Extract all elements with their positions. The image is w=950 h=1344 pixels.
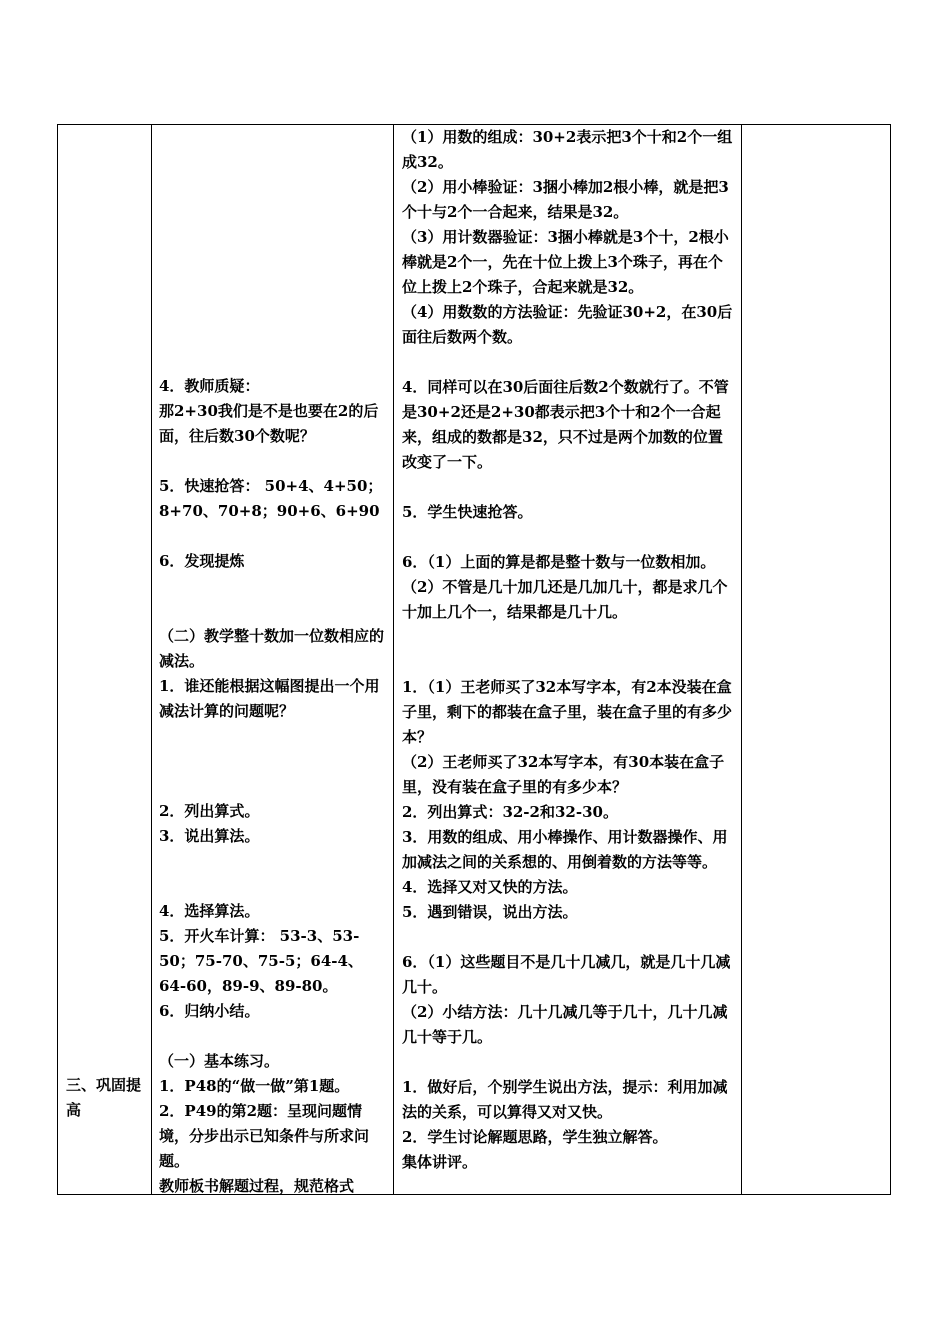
column-divider xyxy=(741,125,742,1194)
teacher-activity-line: 6．归纳小结。 xyxy=(159,1002,260,1020)
blank-line xyxy=(402,625,735,650)
teacher-activity-line: 5．快速抢答： 50+4、4+50；8+70、70+8；90+6、6+90 xyxy=(159,477,383,520)
teacher-activity-line: 4．选择算法。 xyxy=(159,902,260,920)
student-activity-line: 6．（1）上面的算是都是整十数与一位数相加。 xyxy=(402,553,716,571)
student-activity-line: （1）用数的组成：30+2表示把3个十和2个一组成32。 xyxy=(402,128,733,171)
blank-line xyxy=(159,449,387,474)
teacher-activity-line: 2．P49的第2题：呈现问题情境，分步出示已知条件与所求问题。 xyxy=(159,1102,370,1170)
teacher-activity-line: 那2+30我们是不是也要在2的后面，往后数30个数呢？ xyxy=(159,402,379,445)
student-activity-line: 4．同样可以在30后面往后数2个数就行了。不管是30+2还是2+30都表示把3个十和2个一合起来，组成的数都是32，只不过是两个加数的位置改变了一下。 xyxy=(402,378,729,471)
blank-line xyxy=(159,599,387,624)
student-activity-line: （2）小结方法：几十几减几等于几十，几十几减几十等于几。 xyxy=(402,1003,728,1046)
blank-line xyxy=(159,874,387,899)
teacher-activity-line: （一）基本练习。 xyxy=(159,1052,280,1070)
student-activity-line: 5．遇到错误，说出方法。 xyxy=(402,903,578,921)
blank-line xyxy=(159,1024,387,1049)
student-activity-column xyxy=(402,125,735,1175)
student-activity-line: 1．（1）王老师买了32本写字本，有2本没装在盒子里，剩下的都装在盒子里，装在盒子里的有多少本？ xyxy=(402,678,733,746)
column-divider xyxy=(151,125,152,1194)
student-activity-line: 5．学生快速抢答。 xyxy=(402,503,533,521)
blank-line xyxy=(402,475,735,500)
student-activity-line: （3）用计数器验证：3捆小棒就是3个十，2根小棒就是2个一，先在十位上拨上3个珠子，再在个位上拨上2个珠子，合起来就是32。 xyxy=(402,228,729,296)
teacher-activity-line: 4．教师质疑： xyxy=(159,377,260,395)
blank-line xyxy=(402,525,735,550)
student-activity-line: 1．做好后，个别学生说出方法，提示：利用加减法的关系，可以算得又对又快。 xyxy=(402,1078,728,1121)
student-activity-line: 集体讲评。 xyxy=(402,1153,478,1171)
student-activity-line: 3．用数的组成、用小棒操作、用计数器操作、用加减法之间的关系想的、用倒着数的方法等等。 xyxy=(402,828,728,871)
lesson-plan-table xyxy=(57,124,891,1195)
teacher-activity-line: 6．发现提炼 xyxy=(159,552,245,570)
teacher-activity-line: 2．列出算式。 xyxy=(159,802,260,820)
teacher-activity-line: （二）教学整十数加一位数相应的减法。 xyxy=(159,627,385,670)
blank-line xyxy=(159,524,387,549)
section-label: 三、巩固提高 xyxy=(66,1076,142,1119)
student-activity-line: 6．（1）这些题目不是几十几减几，就是几十几减几十。 xyxy=(402,953,731,996)
teacher-activity-column xyxy=(159,374,387,1199)
student-activity-line: 4．选择又对又快的方法。 xyxy=(402,878,578,896)
blank-line xyxy=(159,574,387,599)
blank-line xyxy=(402,925,735,950)
blank-line xyxy=(402,1050,735,1075)
blank-line xyxy=(159,774,387,799)
column-divider xyxy=(393,125,394,1194)
student-activity-line: （2）不管是几十加几还是几加几十，都是求几个十加上几个一，结果都是几十几。 xyxy=(402,578,728,621)
blank-line xyxy=(159,749,387,774)
teacher-activity-line: 1．谁还能根据这幅图提出一个用减法计算的问题呢？ xyxy=(159,677,380,720)
blank-line xyxy=(402,650,735,675)
blank-line xyxy=(159,724,387,749)
section-label-cell xyxy=(66,1073,146,1123)
student-activity-line: 2．学生讨论解题思路，学生独立解答。 xyxy=(402,1128,668,1146)
teacher-activity-line: 5．开火车计算： 53-3、53-50；75-70、75-5；64-4、64-60，89-9、89-80。 xyxy=(159,927,363,995)
teacher-activity-line: 3．说出算法。 xyxy=(159,827,260,845)
student-activity-line: （2）用小棒验证：3捆小棒加2根小棒，就是把3个十与2个一合起来，结果是32。 xyxy=(402,178,729,221)
teacher-activity-line: 教师板书解题过程，规范格式 xyxy=(159,1177,355,1195)
blank-line xyxy=(159,849,387,874)
teacher-activity-line: 1．P48的“做一做”第1题。 xyxy=(159,1077,350,1095)
student-activity-line: （4）用数数的方法验证：先验证30+2，在30后面往后数两个数。 xyxy=(402,303,733,346)
blank-line xyxy=(402,350,735,375)
student-activity-line: 2．列出算式：32-2和32-30。 xyxy=(402,803,618,821)
student-activity-line: （2）王老师买了32本写字本，有30本装在盒子里，没有装在盒子里的有多少本？ xyxy=(402,753,725,796)
